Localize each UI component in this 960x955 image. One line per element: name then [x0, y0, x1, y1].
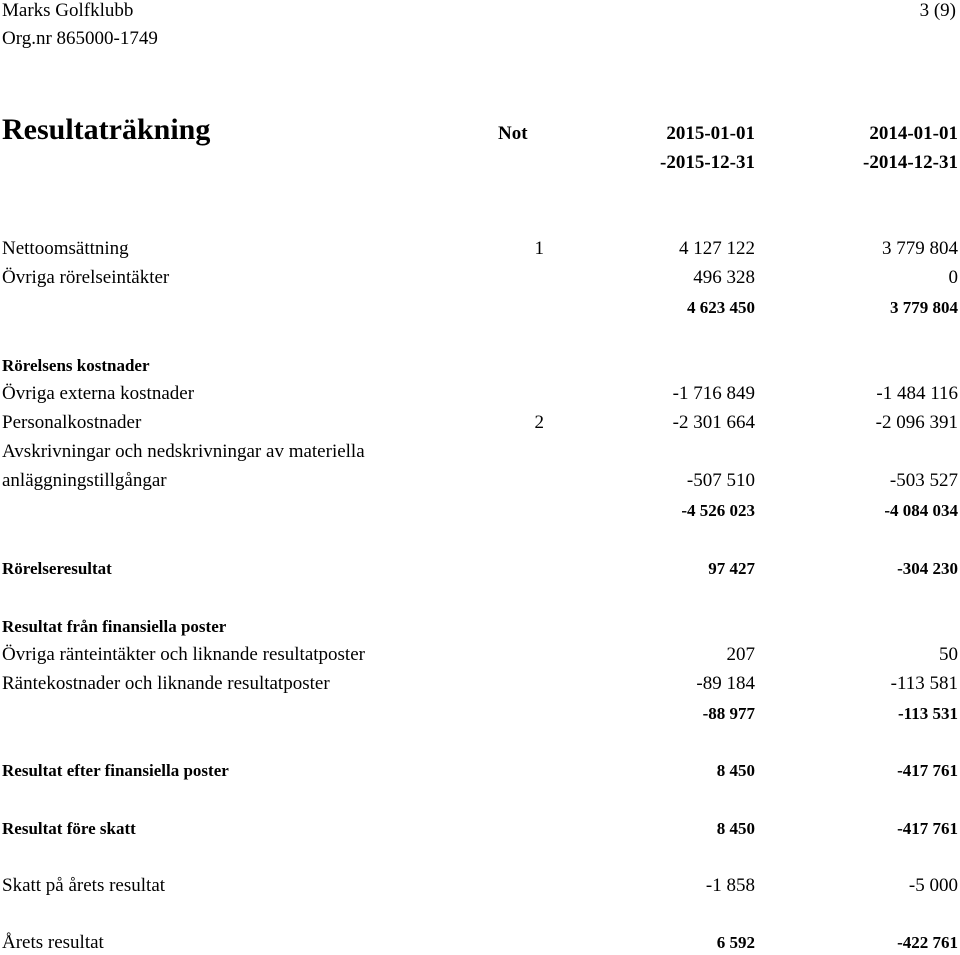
row-value-2015: 207 — [726, 644, 755, 665]
row-value-2014: -113 581 — [890, 673, 958, 694]
row-value-2014: -417 761 — [897, 819, 958, 838]
row-value-2014: -4 084 034 — [884, 501, 958, 520]
row-value-2015: 4 127 122 — [679, 238, 755, 259]
row-value-2014: -422 761 — [897, 933, 958, 952]
row-value-2014: 3 779 804 — [882, 238, 958, 259]
row-value-2014: -304 230 — [897, 559, 958, 578]
table-row-arets-resultat — [0, 931, 960, 955]
org-number: Org.nr 865000-1749 — [2, 28, 158, 49]
row-value-2015: -2 301 664 — [672, 412, 755, 433]
row-value-2015: 8 450 — [716, 761, 755, 780]
section-heading-finansiella-poster — [0, 615, 960, 639]
row-value-2015: -88 977 — [702, 704, 755, 723]
company-name: Marks Golfklubb — [2, 0, 134, 21]
table-row-subtotal-intakter — [0, 296, 960, 320]
row-label: Nettoomsättning — [2, 238, 129, 259]
table-row-avskrivningar-line1 — [0, 440, 960, 464]
row-label: Resultat före skatt — [2, 819, 136, 838]
column-header-2015-start: 2015-01-01 — [666, 123, 755, 144]
page-number: 3 (9) — [919, 0, 956, 21]
row-value-2015: 496 328 — [693, 267, 755, 288]
column-header-2014-start: 2014-01-01 — [869, 123, 958, 144]
row-value-2014: 3 779 804 — [890, 298, 958, 317]
table-row-ovriga-externa-kostnader — [0, 382, 960, 406]
row-label: Rörelseresultat — [2, 559, 112, 578]
row-value-2015: -507 510 — [686, 470, 755, 491]
row-value-2015: 4 623 450 — [687, 298, 755, 317]
row-label: Övriga ränteintäkter och liknande resultatposter — [2, 644, 365, 665]
table-row-resultat-fore-skatt — [0, 817, 960, 841]
table-row-ranteintakter — [0, 643, 960, 667]
row-value-2015: 8 450 — [716, 819, 755, 838]
table-row-ovriga-rorelseintakter — [0, 266, 960, 290]
row-label: Avskrivningar och nedskrivningar av materiella — [2, 441, 365, 462]
row-value-2015: -1 858 — [705, 875, 755, 896]
column-header-2015-end: -2015-12-31 — [660, 152, 755, 173]
row-value-2015: -1 716 849 — [672, 383, 755, 404]
row-label: Skatt på årets resultat — [2, 875, 166, 896]
table-row-personalkostnader — [0, 411, 960, 435]
row-value-2014: -1 484 116 — [876, 383, 958, 404]
section-heading-rorelsens-kostnader — [0, 354, 960, 378]
row-note: 2 — [534, 412, 544, 433]
row-value-2014: 50 — [939, 644, 958, 665]
row-label: Personalkostnader — [2, 412, 142, 433]
row-label: Övriga rörelseintäkter — [2, 267, 170, 288]
row-value-2014: -417 761 — [897, 761, 958, 780]
row-value-2014: -113 531 — [898, 704, 958, 723]
row-label: Resultat efter finansiella poster — [2, 761, 229, 780]
page-title: Resultaträkning — [2, 113, 211, 146]
row-label: Resultat från finansiella poster — [2, 617, 227, 636]
table-row-skatt — [0, 874, 960, 898]
row-value-2014: 0 — [948, 267, 958, 288]
row-value-2015: 6 592 — [716, 933, 755, 952]
row-value-2015: 97 427 — [708, 559, 755, 578]
row-label: Rörelsens kostnader — [2, 356, 150, 375]
row-note: 1 — [534, 238, 544, 259]
table-row-rantekostnader — [0, 672, 960, 696]
table-row-nettoomsattning — [0, 237, 960, 261]
row-label: Övriga externa kostnader — [2, 383, 195, 404]
row-value-2015: -4 526 023 — [681, 501, 755, 520]
column-header-2014-end: -2014-12-31 — [863, 152, 958, 173]
column-header-note: Not — [498, 123, 528, 144]
table-row-resultat-efter-finansiella-poster — [0, 759, 960, 783]
row-value-2014: -2 096 391 — [875, 412, 958, 433]
row-label: Årets resultat — [2, 932, 104, 953]
table-row-rorelseresultat — [0, 557, 960, 581]
table-row-subtotal-finansiella — [0, 702, 960, 726]
row-value-2015: -89 184 — [696, 673, 755, 694]
table-row-subtotal-kostnader — [0, 499, 960, 523]
row-label: Räntekostnader och liknande resultatposter — [2, 673, 330, 694]
row-value-2014: -503 527 — [889, 470, 958, 491]
row-label: anläggningstillgångar — [2, 470, 167, 491]
row-value-2014: -5 000 — [908, 875, 958, 896]
table-row-avskrivningar-line2 — [0, 469, 960, 493]
